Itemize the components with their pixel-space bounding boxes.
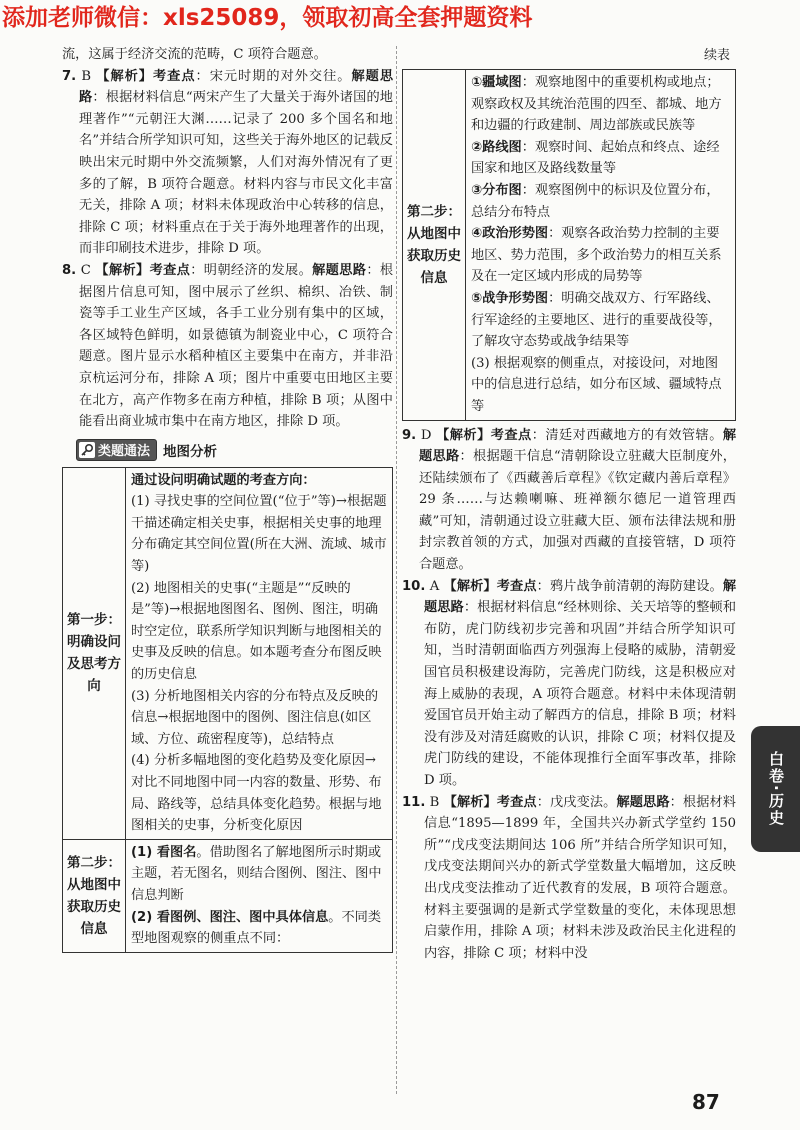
q11-number: 11. [402, 794, 426, 810]
q7-tag: 【解析】 [96, 68, 153, 84]
step2-point-2-text: 。不同类型地图观察的侧重点不同： [131, 909, 382, 947]
question-8 [62, 260, 393, 433]
q10-kp-label: 考查点 [496, 578, 537, 594]
q9-tag: 【解析】 [436, 427, 491, 443]
section-heading [76, 439, 393, 461]
q8-number: 8. [62, 262, 77, 278]
step1-intro: 通过设问明确试题的考查方向： [131, 472, 316, 488]
q8-body: ：根据图片信息可知，图中展示了丝织、棉织、冶铁、制瓷等手工业生产区域，各手工业分别有集中的区域，各区域特色鲜明，如景德镇为制瓷业中心，C 项符合题意。图片显示水稻种植区主要集中在南方，并非沿京杭运河分布，排除 A 项；图片中重要屯田地区主要在北方，高产作物多在南方种植，排除 B 项；从图中能看出商业城市集中在南方地区，排除 D 项。 [79, 262, 394, 430]
intro-line: 流，这属于经济交流的范畴，C 项符合题意。 [62, 47, 327, 62]
q7-body: ：根据材料信息“两宋产生了大量关于海外诸国的地理著作”“元朝汪大渊……记录了 200 多个国名和地名”并结合所学知识可知，这些关于海外地区的记载反映出宋元时期中外交流频繁，人们对海外情况有了更多的了解，B 项符合题意。材料内容与市民文化丰富无关，排除 A 项；材料未体现政治中心转移的信息，排除 C 项；材料重点在于关于海外地理著作的出现，而非印刷技术进步，排除 D 项。 [79, 90, 393, 257]
question-7 [62, 66, 393, 260]
q8-kp-text: ：明朝经济的发展。 [190, 262, 313, 278]
q10-thinking-label: 解题思路 [424, 578, 737, 616]
step2-label: 第二步：从地图中获取历史信息 [63, 839, 126, 952]
step2-point-2 [131, 907, 387, 950]
table-row-step2 [63, 839, 393, 952]
method-table [62, 467, 393, 953]
step2-label-cont: 第二步：从地图中获取历史信息 [403, 70, 466, 421]
step1-point-2: (2) 地图相关的史事(“主题是”“反映的是”等)→根据地图图名、图例、图注，明确时空定位，联系所学知识判断与地图相关的史事及反映的信息。如本题考查分布图反映的历史信息 [131, 580, 382, 683]
q11-kp-text: ：戊戌变法。 [536, 794, 617, 810]
map-type-3 [471, 180, 730, 223]
q7-thinking-label: 解题思路 [79, 68, 394, 106]
map-type-5-lead: ⑤战争形势图 [471, 290, 549, 306]
step2-point-1-lead: (1) 看图名 [131, 844, 197, 860]
section-title: 地图分析 [163, 443, 218, 460]
q10-answer: A [429, 578, 440, 594]
q11-thinking-label: 解题思路 [616, 794, 670, 810]
map-type-3-lead: ③分布图 [471, 182, 522, 198]
step2-point-1-text: 。借助图名了解地图所示时期或主题，若无图名，则结合图例、图注、图中信息判断 [131, 844, 382, 903]
step2-point-1 [131, 842, 387, 907]
key-icon [79, 442, 95, 458]
q11-tag: 【解析】 [443, 794, 497, 810]
map-type-1 [471, 72, 730, 137]
map-type-2-lead: ②路线图 [471, 139, 522, 155]
map-type-2 [471, 137, 730, 180]
q7-answer: B [81, 68, 92, 84]
q9-kp-text: ：清廷对西藏地方的有效管辖。 [531, 427, 723, 443]
promo-banner: 添加老师微信：xls25089，领取初高全套押题资料 [2, 5, 533, 31]
q9-body: ：根据题干信息“清朝除设立驻藏大臣制度外，还陆续颁布了《西藏善后章程》《钦定藏内善后章程》29 条……与达赖喇嘛、班禅额尔德尼一道管理西藏”可知，清朝通过设立驻藏大臣、颁布法律法规和册封宗教首领的方式，加强对西藏的直接管辖，D 项符合题意。 [419, 449, 736, 573]
map-type-5 [471, 288, 730, 353]
subject-side-tab: 白卷·历史 [751, 726, 800, 852]
continued-label: 续表 [703, 48, 730, 63]
step1-point-4: (4) 分析多幅地图的变化趋势及变化原因→对比不同地图中同一内容的数量、形势、布局、路线等，总结具体变化趋势。根据与地图相关的史事，分析变化原因 [131, 753, 382, 834]
q10-tag: 【解析】 [443, 578, 497, 594]
step1-content [126, 467, 393, 839]
q9-answer: D [420, 427, 432, 443]
map-types-content [466, 70, 736, 421]
q9-thinking-label: 解题思路 [419, 427, 737, 465]
step2-content [126, 839, 393, 952]
q10-kp-text: ：鸦片战争前清朝的海防建设。 [536, 578, 723, 594]
q8-tag: 【解析】 [95, 262, 150, 278]
map-type-4-text: ：观察各政治势力控制的主要地区、势力范围，多个政治势力的相互关系及在一定区域内形成的局势等 [471, 226, 722, 285]
q11-body: ：根据材料信息“1895—1899 年，全国共兴办新式学堂约 150 所”“戊戌变法期间达 106 所”并结合所学知识可知，戊戌变法期间兴办的新式学堂数量大幅增加，这反映出戊戌变法推动了近代教育的发展，B 项符合题意。材料主要强调的是新式学堂数量的变化，未体现思想启蒙作用，排除 A 项；材料未涉及政治民主化进程的内容，排除 C 项；材料中没 [424, 794, 736, 961]
q9-number: 9. [402, 427, 417, 443]
step1-label: 第一步：明确设问及思考方向 [63, 467, 126, 839]
question-11 [402, 792, 736, 965]
map-type-3-text: ：观察图例中的标识及位置分布，总结分布特点 [471, 182, 720, 220]
step2-point-2-lead: (2) 看图例、图注、图中具体信息 [131, 909, 329, 925]
q11-answer: B [429, 794, 440, 810]
map-type-5-text: ：明确交战双方、行军路线、行军途经的主要地区、进行的重要战役等，了解攻守态势或战争结果等 [471, 290, 722, 350]
map-type-1-text: ：观察地图中的重要机构或地点；观察政权及其统治范围的四至、都城、地方和边疆的行政建制、周边部族或民族等 [471, 75, 722, 134]
step1-point-1: (1) 寻找史事的空间位置(“位于”等)→根据题干描述确定相关史事，根据相关史事的地理分布确定其空间位置(所在大洲、流域、城市等) [131, 494, 387, 575]
map-type-4-lead: ④政治形势图 [471, 226, 549, 242]
map-type-2-text: ：观察时间、起始点和终点、途经国家和地区及路线数量等 [471, 139, 720, 177]
step1-point-3: (3) 分析地图相关内容的分布特点及反映的信息→根据地图中的图例、图注信息(如区域、方位、疏密程度等)，总结特点 [131, 688, 379, 747]
q9-kp-label: 考查点 [490, 427, 532, 443]
q8-thinking-label: 解题思路 [312, 262, 367, 278]
question-9 [402, 425, 736, 576]
page-number: 87 [692, 1090, 720, 1114]
method-badge-label: 类题通法 [98, 444, 151, 460]
q11-kp-label: 考查点 [496, 794, 537, 810]
method-badge [76, 439, 157, 461]
continued-table [402, 69, 736, 421]
step2-point-3: (3) 根据观察的侧重点，对接设问，对地图中的信息进行总结，如分布区域、疆域特点等 [471, 355, 722, 414]
map-type-4 [471, 223, 730, 288]
q7-number: 7. [62, 68, 77, 84]
column-divider [396, 46, 398, 1094]
q7-kp-label: 考查点 [152, 68, 196, 84]
table-row-step1 [63, 467, 393, 839]
q7-kp-text: ：宋元时期的对外交往。 [195, 68, 352, 84]
right-column [402, 44, 736, 964]
question-10 [402, 576, 736, 792]
q8-kp-label: 考查点 [149, 262, 191, 278]
q10-body: ：根据材料信息“经林则徐、关天培等的整顿和布防，虎门防线初步完善和巩固”并结合所学知识可知，当时清朝面临西方列强海上侵略的威胁，清朝爱国官员积极建设海防，完善虎门防线，这是积极应对海上威胁的表现，A 项符合题意。材料中未体现清朝爱国官员开始主动了解西方的信息，排除 B 项；材料没有涉及对清廷腐败的认识，排除 C 项；材料仅提及虎门防线的建设，不能体现推行全面军事改革，排除 D 项。 [424, 600, 737, 788]
map-type-1-lead: ①疆域图 [471, 75, 522, 90]
left-column [62, 44, 393, 953]
q10-number: 10. [402, 578, 426, 594]
table-row-step2-cont [403, 70, 736, 421]
q8-answer: C [80, 262, 91, 278]
